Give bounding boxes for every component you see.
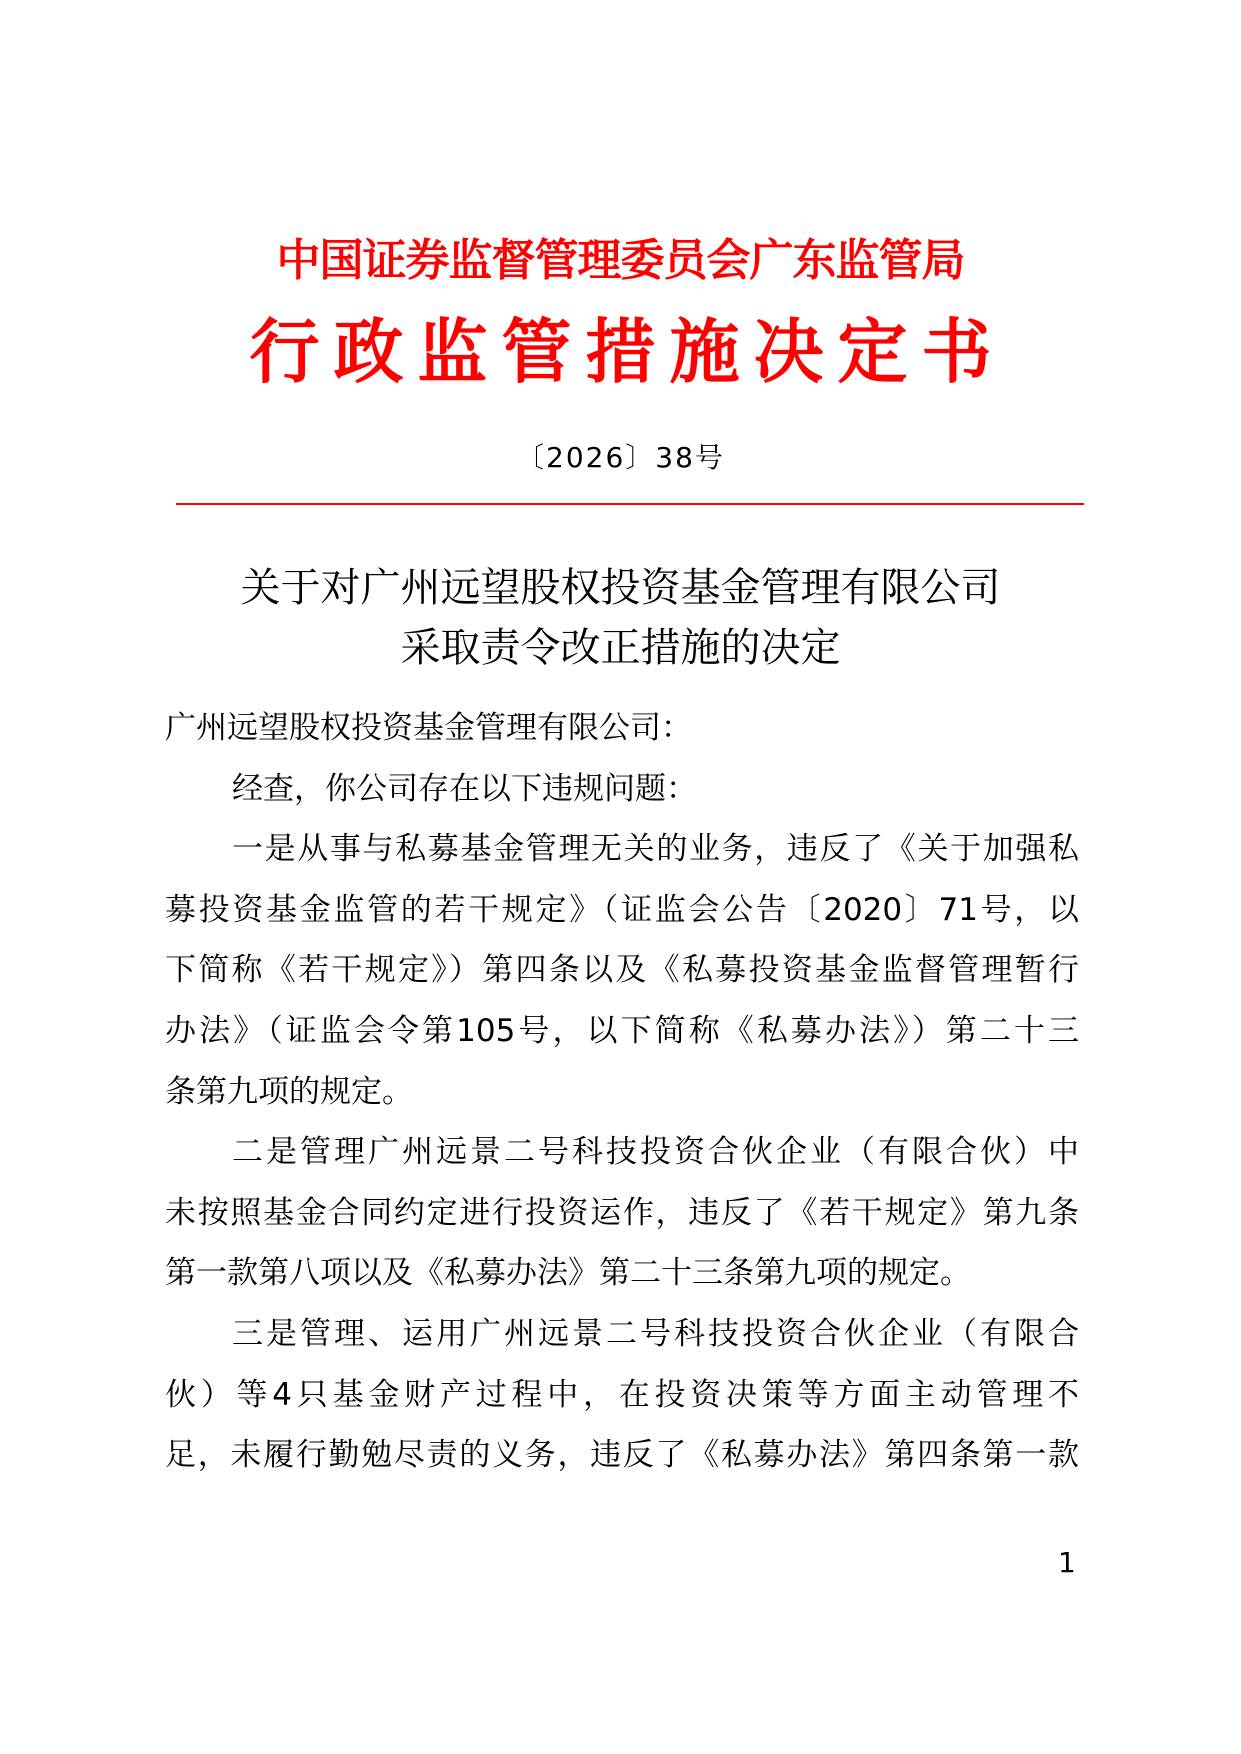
- addressee: 广州远望股权投资基金管理有限公司：: [165, 710, 692, 746]
- paragraph-line: 办法》（证监会令第105号，以下简称《私募办法》）第二十三: [165, 1013, 1079, 1049]
- paragraph-line: 伙）等4只基金财产过程中，在投资决策等方面主动管理不: [165, 1376, 1079, 1413]
- paragraph-line: 二是管理广州远景二号科技投资合伙企业（有限合伙）中: [232, 1134, 1079, 1171]
- document-title-line-2: 采取责令改正措施的决定: [400, 625, 841, 671]
- paragraph-line: 条第九项的规定。: [165, 1073, 413, 1110]
- issuing-authority: 中国证券监督管理委员会广东监管局: [276, 235, 965, 286]
- paragraph-line: 第一款第八项以及《私募办法》第二十三条第九项的规定。: [165, 1255, 971, 1292]
- paragraph-line: 未按照基金合同约定进行投资运作，违反了《若干规定》第九条: [165, 1194, 1079, 1231]
- paragraph-line: 募投资基金监管的若干规定》（证监会公告〔2020〕71号，以: [165, 891, 1079, 928]
- document-type-heading: 行政监管措施决定书: [249, 311, 1006, 393]
- paragraph-line: 三是管理、运用广州远景二号科技投资合伙企业（有限合: [232, 1316, 1079, 1352]
- page-number: 1: [1058, 1546, 1076, 1579]
- paragraph-line: 下简称《若干规定》）第四条以及《私募投资基金监督管理暂行: [165, 952, 1079, 989]
- document-title-line-1: 关于对广州远望股权投资基金管理有限公司: [240, 565, 1001, 611]
- document-number: 〔2026〕38号: [516, 441, 725, 474]
- red-divider: [176, 503, 1084, 505]
- paragraph-line: 经查，你公司存在以下违规问题：: [232, 770, 697, 807]
- paragraph-line: 一是从事与私募基金管理无关的业务，违反了《关于加强私: [232, 831, 1079, 868]
- paragraph-line: 足，未履行勤勉尽责的义务，违反了《私募办法》第四条第一款: [165, 1437, 1079, 1474]
